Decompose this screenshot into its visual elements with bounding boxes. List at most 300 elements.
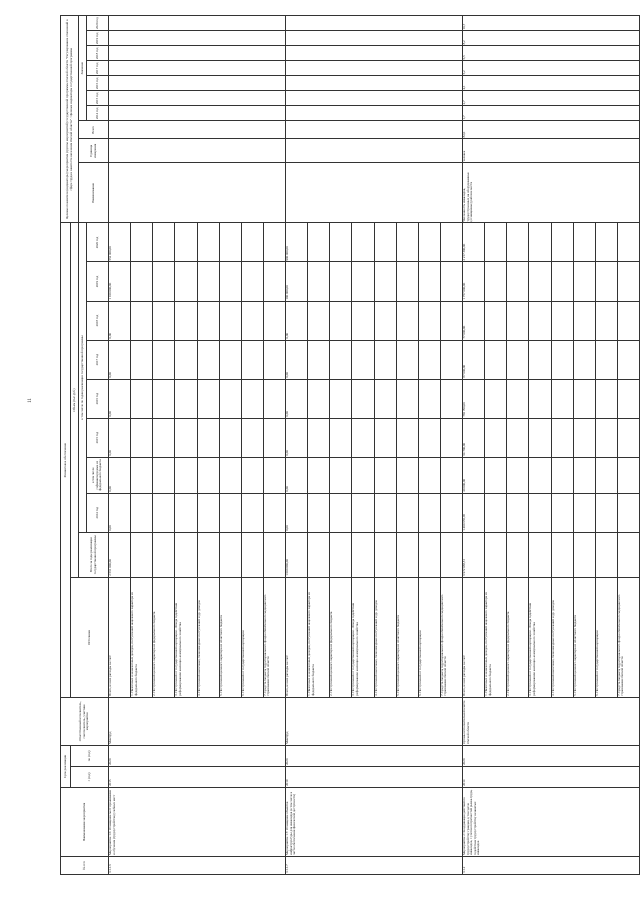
indicator-empty	[286, 61, 463, 76]
empty-cell	[440, 262, 462, 301]
empty-cell	[595, 301, 617, 340]
indicator-value: 2,7	[463, 91, 640, 106]
header-sources: Источники	[71, 577, 109, 697]
row-value: 0,00	[109, 301, 131, 340]
empty-cell	[374, 457, 396, 493]
empty-cell	[595, 457, 617, 493]
empty-cell	[219, 457, 241, 493]
row-executor: Минтруд	[286, 697, 463, 745]
ind-header-2018: 2018 год	[87, 46, 109, 61]
header-executor: Ответственный исполнитель, соисполнитель, участник мероприятия	[61, 697, 109, 745]
indicator-value: 4,1	[463, 76, 640, 91]
empty-cell	[485, 532, 507, 577]
source-label: 5. Поступлений целевого характера из областного бюджета	[573, 577, 595, 697]
empty-cell	[153, 301, 175, 340]
empty-cell	[175, 532, 197, 577]
header-incl: в том числе софинансируемые из федерального бюджета	[87, 457, 109, 493]
empty-cell	[595, 493, 617, 532]
header-2015: 2015 год	[87, 418, 109, 457]
empty-cell	[374, 493, 396, 532]
empty-cell	[197, 457, 219, 493]
empty-cell	[308, 379, 330, 418]
source-label: 7. Средств бюджета территориального фонда обязательного медицинского страхования Омской области	[263, 577, 285, 697]
empty-cell	[440, 340, 462, 379]
indicator-empty	[109, 106, 286, 121]
source-label: Всего, из них расходы за счет:	[286, 577, 308, 697]
empty-cell	[352, 340, 374, 379]
row-value: 0,00	[286, 457, 308, 493]
source-label: 1. Налоговых и неналоговых доходов, поступлений нецелевого характера из федерального бюджета	[131, 577, 153, 697]
empty-cell	[175, 379, 197, 418]
row-value: 1 100 000,00	[109, 262, 131, 301]
empty-cell	[197, 493, 219, 532]
header-volume: Объем (тыс.руб.)	[71, 223, 79, 577]
row-value: 0,00	[286, 379, 308, 418]
empty-cell	[617, 223, 639, 262]
empty-cell	[153, 379, 175, 418]
empty-cell	[551, 223, 573, 262]
empty-cell	[352, 493, 374, 532]
row-value: 0,00	[286, 493, 308, 532]
empty-cell	[263, 457, 285, 493]
empty-cell	[263, 379, 285, 418]
program-table	[60, 15, 640, 875]
empty-cell	[219, 301, 241, 340]
header-2020: 2020 год	[87, 223, 109, 262]
row-value: 2 217 300,00	[463, 223, 485, 262]
empty-cell	[263, 493, 285, 532]
empty-cell	[374, 223, 396, 262]
row-total: 1 000 000,00	[286, 532, 308, 577]
empty-cell	[175, 418, 197, 457]
row-value: 0,00	[109, 379, 131, 418]
empty-cell	[529, 301, 551, 340]
empty-cell	[617, 340, 639, 379]
empty-cell	[263, 262, 285, 301]
empty-cell	[219, 532, 241, 577]
empty-cell	[617, 493, 639, 532]
empty-cell	[396, 301, 418, 340]
empty-cell	[308, 418, 330, 457]
empty-cell	[219, 379, 241, 418]
empty-cell	[595, 223, 617, 262]
empty-cell	[529, 457, 551, 493]
empty-cell	[352, 457, 374, 493]
empty-cell	[507, 493, 529, 532]
empty-cell	[595, 418, 617, 457]
row-total: 2 651 000,00	[109, 532, 131, 577]
row-number: 3.1.1.6	[109, 856, 286, 874]
empty-cell	[330, 379, 352, 418]
empty-cell	[241, 340, 263, 379]
row-executor: Органы исполнительной власти Омской области	[463, 697, 640, 745]
indicator-empty	[286, 163, 463, 223]
header-by-years: в том числе по годам реализации государственной программы	[79, 223, 87, 532]
indicator-empty	[286, 16, 463, 31]
empty-cell	[197, 301, 219, 340]
empty-cell	[330, 223, 352, 262]
empty-cell	[418, 457, 440, 493]
row-name: Мероприятие 1.7: Оснащение объектов инфраструктуры для инвалидов (в том числе в части обеспечения физической доступности)	[286, 787, 463, 856]
empty-cell	[418, 262, 440, 301]
indicator-empty	[286, 91, 463, 106]
empty-cell	[440, 223, 462, 262]
empty-cell	[241, 418, 263, 457]
page-number: 11	[27, 398, 33, 403]
empty-cell	[263, 532, 285, 577]
empty-cell	[396, 493, 418, 532]
source-label: 1. Налоговых и неналоговых доходов, поступлений нецелевого характера из федерального бюджета	[485, 577, 507, 697]
table-body	[109, 16, 640, 875]
empty-cell	[440, 532, 462, 577]
source-label: 6. Поступлений от государственной корпорации	[241, 577, 263, 697]
indicator-empty	[109, 31, 286, 46]
empty-cell	[352, 379, 374, 418]
row-value: 1 400 655,05	[463, 493, 485, 532]
indicator-value: 8,2	[463, 31, 640, 46]
source-label: 5. Поступлений целевого характера из областного бюджета	[219, 577, 241, 697]
empty-cell	[507, 262, 529, 301]
empty-cell	[485, 379, 507, 418]
empty-cell	[507, 379, 529, 418]
empty-cell	[507, 418, 529, 457]
indicator-empty	[286, 121, 463, 139]
empty-cell	[175, 262, 197, 301]
empty-cell	[330, 532, 352, 577]
empty-cell	[573, 493, 595, 532]
empty-cell	[131, 340, 153, 379]
row-value: 87 000,00	[463, 340, 485, 379]
header-ind-name: Наименование	[79, 163, 109, 223]
empty-cell	[219, 262, 241, 301]
empty-cell	[573, 262, 595, 301]
empty-cell	[396, 532, 418, 577]
empty-cell	[241, 223, 263, 262]
empty-cell	[617, 457, 639, 493]
empty-cell	[263, 340, 285, 379]
source-label: 7. Средств бюджета территориального фонда обязательного медицинского страхования Омской области	[617, 577, 639, 697]
empty-cell	[219, 340, 241, 379]
row-value: 552 000,00	[109, 223, 131, 262]
row-start-year: 2015	[109, 766, 286, 787]
empty-cell	[263, 223, 285, 262]
empty-cell	[440, 301, 462, 340]
row-name: Мероприятие 1.6: Оснащение мест проживания и обучения (трудоустройства) учебных мест	[109, 787, 286, 856]
empty-cell	[551, 418, 573, 457]
empty-cell	[529, 223, 551, 262]
table-row	[109, 16, 131, 875]
indicator-empty	[109, 46, 286, 61]
empty-cell	[396, 223, 418, 262]
empty-cell	[308, 301, 330, 340]
empty-cell	[197, 262, 219, 301]
empty-cell	[241, 532, 263, 577]
empty-cell	[131, 493, 153, 532]
row-value: 0,00	[109, 493, 131, 532]
table-row	[463, 16, 485, 875]
empty-cell	[440, 457, 462, 493]
indicator-unit: человек	[463, 139, 640, 163]
empty-cell	[131, 532, 153, 577]
row-start-year: 2014	[463, 766, 640, 787]
empty-cell	[330, 262, 352, 301]
indicator-value: 10,7	[463, 16, 640, 31]
source-label: 2. Поступлений целевого характера из федерального бюджета	[507, 577, 529, 697]
empty-cell	[396, 262, 418, 301]
empty-cell	[418, 301, 440, 340]
empty-cell	[308, 532, 330, 577]
ind-header-2017: 2017 год	[87, 61, 109, 76]
table-row	[286, 16, 308, 875]
empty-cell	[241, 457, 263, 493]
empty-cell	[374, 262, 396, 301]
empty-cell	[263, 418, 285, 457]
row-value: 0,00	[286, 340, 308, 379]
empty-cell	[197, 379, 219, 418]
ind-header-2015: 2015 год	[87, 91, 109, 106]
empty-cell	[374, 532, 396, 577]
header-start: с (год)	[71, 766, 109, 787]
indicator-empty	[109, 139, 286, 163]
header-ind-value: Значение	[79, 16, 87, 121]
ind-header-2019: 2019 год	[87, 31, 109, 46]
empty-cell	[595, 532, 617, 577]
empty-cell	[241, 379, 263, 418]
indicator-empty	[286, 46, 463, 61]
indicator-empty	[109, 61, 286, 76]
empty-cell	[241, 493, 263, 532]
empty-cell	[330, 340, 352, 379]
empty-cell	[418, 379, 440, 418]
empty-cell	[551, 493, 573, 532]
empty-cell	[485, 262, 507, 301]
source-label: 4. Поступлений налоговых, безвозмездных поступлений и др. доходов	[374, 577, 396, 697]
empty-cell	[374, 340, 396, 379]
row-value: 64 700,00	[463, 418, 485, 457]
empty-cell	[418, 418, 440, 457]
empty-cell	[153, 223, 175, 262]
source-label: 2. Поступлений целевого характера из федерального бюджета	[153, 577, 175, 697]
indicator-value: 1,7	[463, 106, 640, 121]
row-name: Мероприятие 2: Координация действий по трудоустройству граждан, в том числе инвалидов, с учетом потребностей рынка труда, содействие трудоустройству незанятых инвалидов	[463, 787, 640, 856]
rotated-table-container	[60, 15, 640, 875]
empty-cell	[507, 457, 529, 493]
empty-cell	[485, 418, 507, 457]
empty-cell	[131, 223, 153, 262]
indicator-empty	[286, 76, 463, 91]
empty-cell	[374, 301, 396, 340]
indicator-empty	[109, 163, 286, 223]
header-end: по (год)	[71, 745, 109, 766]
indicator-empty	[109, 16, 286, 31]
empty-cell	[197, 532, 219, 577]
empty-cell	[330, 493, 352, 532]
indicator-empty	[286, 139, 463, 163]
indicator-name: Численность инвалидов, трудоустроенных на оборудованные (оснащенные) рабочие места	[463, 163, 640, 223]
row-start-year: 2019	[286, 766, 463, 787]
empty-cell	[263, 301, 285, 340]
empty-cell	[529, 532, 551, 577]
empty-cell	[529, 379, 551, 418]
empty-cell	[330, 457, 352, 493]
row-value: 1 757 000,00	[463, 262, 485, 301]
ind-header-2020: 2020 год	[87, 16, 109, 31]
header-finance: Финансовое обеспечение	[61, 223, 71, 697]
empty-cell	[617, 418, 639, 457]
indicator-value: 5,2	[463, 61, 640, 76]
source-label: 7. Средств бюджета территориального фонда обязательного медицинского страхования Омской области	[440, 577, 462, 697]
empty-cell	[573, 223, 595, 262]
empty-cell	[529, 262, 551, 301]
source-label: 1. Налоговых и неналоговых доходов, поступлений нецелевого характера из федерального бюджета	[308, 577, 330, 697]
empty-cell	[507, 301, 529, 340]
indicator-empty	[286, 31, 463, 46]
empty-cell	[175, 340, 197, 379]
empty-cell	[352, 418, 374, 457]
empty-cell	[573, 457, 595, 493]
source-label: 3. Поступлений от государственной корпорации - Фонда содействия реформированию жилищно-коммунального хозяйства	[175, 577, 197, 697]
empty-cell	[131, 301, 153, 340]
empty-cell	[573, 379, 595, 418]
header-ind-unit: Единица измерения	[79, 139, 109, 163]
empty-cell	[396, 340, 418, 379]
source-label: 3. Поступлений от государственной корпорации - Фонда содействия реформированию жилищно-коммунального хозяйства	[529, 577, 551, 697]
empty-cell	[374, 379, 396, 418]
empty-cell	[551, 379, 573, 418]
empty-cell	[595, 262, 617, 301]
empty-cell	[308, 340, 330, 379]
empty-cell	[485, 301, 507, 340]
empty-cell	[595, 379, 617, 418]
empty-cell	[617, 262, 639, 301]
empty-cell	[485, 493, 507, 532]
empty-cell	[418, 223, 440, 262]
empty-cell	[595, 340, 617, 379]
empty-cell	[219, 418, 241, 457]
empty-cell	[352, 262, 374, 301]
row-value: 0,00	[109, 340, 131, 379]
row-value: 782 700,00	[463, 379, 485, 418]
empty-cell	[573, 301, 595, 340]
indicator-value: 6,5	[463, 46, 640, 61]
empty-cell	[153, 532, 175, 577]
empty-cell	[352, 532, 374, 577]
empty-cell	[352, 301, 374, 340]
empty-cell	[485, 340, 507, 379]
row-value: 0,00	[109, 457, 131, 493]
empty-cell	[418, 493, 440, 532]
header-name: Наименование мероприятия	[61, 787, 109, 856]
row-number: 3.1.2	[463, 856, 640, 874]
source-label: 3. Поступлений от государственной корпорации - Фонда содействия реформированию жилищно-коммунального хозяйства	[352, 577, 374, 697]
empty-cell	[529, 418, 551, 457]
empty-cell	[308, 262, 330, 301]
empty-cell	[396, 457, 418, 493]
empty-cell	[330, 418, 352, 457]
row-value: 100 000,00	[286, 262, 308, 301]
header-period: Срок реализации	[61, 745, 71, 787]
empty-cell	[551, 262, 573, 301]
empty-cell	[551, 532, 573, 577]
empty-cell	[529, 340, 551, 379]
empty-cell	[153, 418, 175, 457]
header-2017: 2017 год	[87, 340, 109, 379]
empty-cell	[330, 301, 352, 340]
empty-cell	[175, 457, 197, 493]
indicator-empty	[109, 121, 286, 139]
empty-cell	[617, 532, 639, 577]
empty-cell	[241, 301, 263, 340]
empty-cell	[219, 493, 241, 532]
header-total: Всего за годы реализации государственной программы	[79, 532, 109, 577]
empty-cell	[131, 457, 153, 493]
header-ind-total: Всего	[79, 121, 109, 139]
row-end-year: 2020	[463, 745, 640, 766]
source-label: Всего, из них расходы за счет:	[463, 577, 485, 697]
empty-cell	[485, 223, 507, 262]
empty-cell	[241, 262, 263, 301]
empty-cell	[507, 340, 529, 379]
row-value: 0,00	[109, 418, 131, 457]
header-indicator-block: Целевые показатели (индикаторы) мероприятия (группы мероприятий) государственной программы Омской области "Регулирование отношений в сфере труда и занятости населения Омской области" / Целевые индикаторы государственной программы	[61, 16, 79, 223]
empty-cell	[529, 493, 551, 532]
empty-cell	[308, 457, 330, 493]
source-label: 5. Поступлений целевого характера из областного бюджета	[396, 577, 418, 697]
source-label: 6. Поступлений от государственной корпорации	[595, 577, 617, 697]
empty-cell	[153, 340, 175, 379]
indicator-empty	[109, 76, 286, 91]
header-2018: 2018 год	[87, 301, 109, 340]
source-label: 2. Поступлений целевого характера из федерального бюджета	[330, 577, 352, 697]
empty-cell	[308, 493, 330, 532]
empty-cell	[440, 379, 462, 418]
empty-cell	[153, 262, 175, 301]
empty-cell	[551, 340, 573, 379]
empty-cell	[485, 457, 507, 493]
empty-cell	[175, 223, 197, 262]
empty-cell	[551, 301, 573, 340]
source-label: 4. Поступлений налоговых, безвозмездных поступлений и др. доходов	[197, 577, 219, 697]
empty-cell	[507, 223, 529, 262]
empty-cell	[131, 262, 153, 301]
row-total: 6 972 058,51	[463, 532, 485, 577]
row-number: 3.1.1.7	[286, 856, 463, 874]
row-value: 0,00	[286, 418, 308, 457]
ind-header-2016: 2016 год	[87, 76, 109, 91]
empty-cell	[175, 493, 197, 532]
row-executor: Минтруд	[109, 697, 286, 745]
empty-cell	[219, 223, 241, 262]
empty-cell	[551, 457, 573, 493]
empty-cell	[573, 340, 595, 379]
empty-cell	[197, 340, 219, 379]
empty-cell	[573, 532, 595, 577]
row-end-year: 2020	[109, 745, 286, 766]
row-value: 900 000,00	[286, 223, 308, 262]
header-2016: 2016 год	[87, 379, 109, 418]
empty-cell	[396, 379, 418, 418]
empty-cell	[617, 379, 639, 418]
row-value: 0,00	[286, 301, 308, 340]
empty-cell	[175, 301, 197, 340]
ind-header-2014: 2014 год	[87, 106, 109, 121]
empty-cell	[153, 457, 175, 493]
header-2014: 2014 год	[87, 493, 109, 532]
empty-cell	[153, 493, 175, 532]
empty-cell	[352, 223, 374, 262]
empty-cell	[573, 418, 595, 457]
empty-cell	[418, 340, 440, 379]
